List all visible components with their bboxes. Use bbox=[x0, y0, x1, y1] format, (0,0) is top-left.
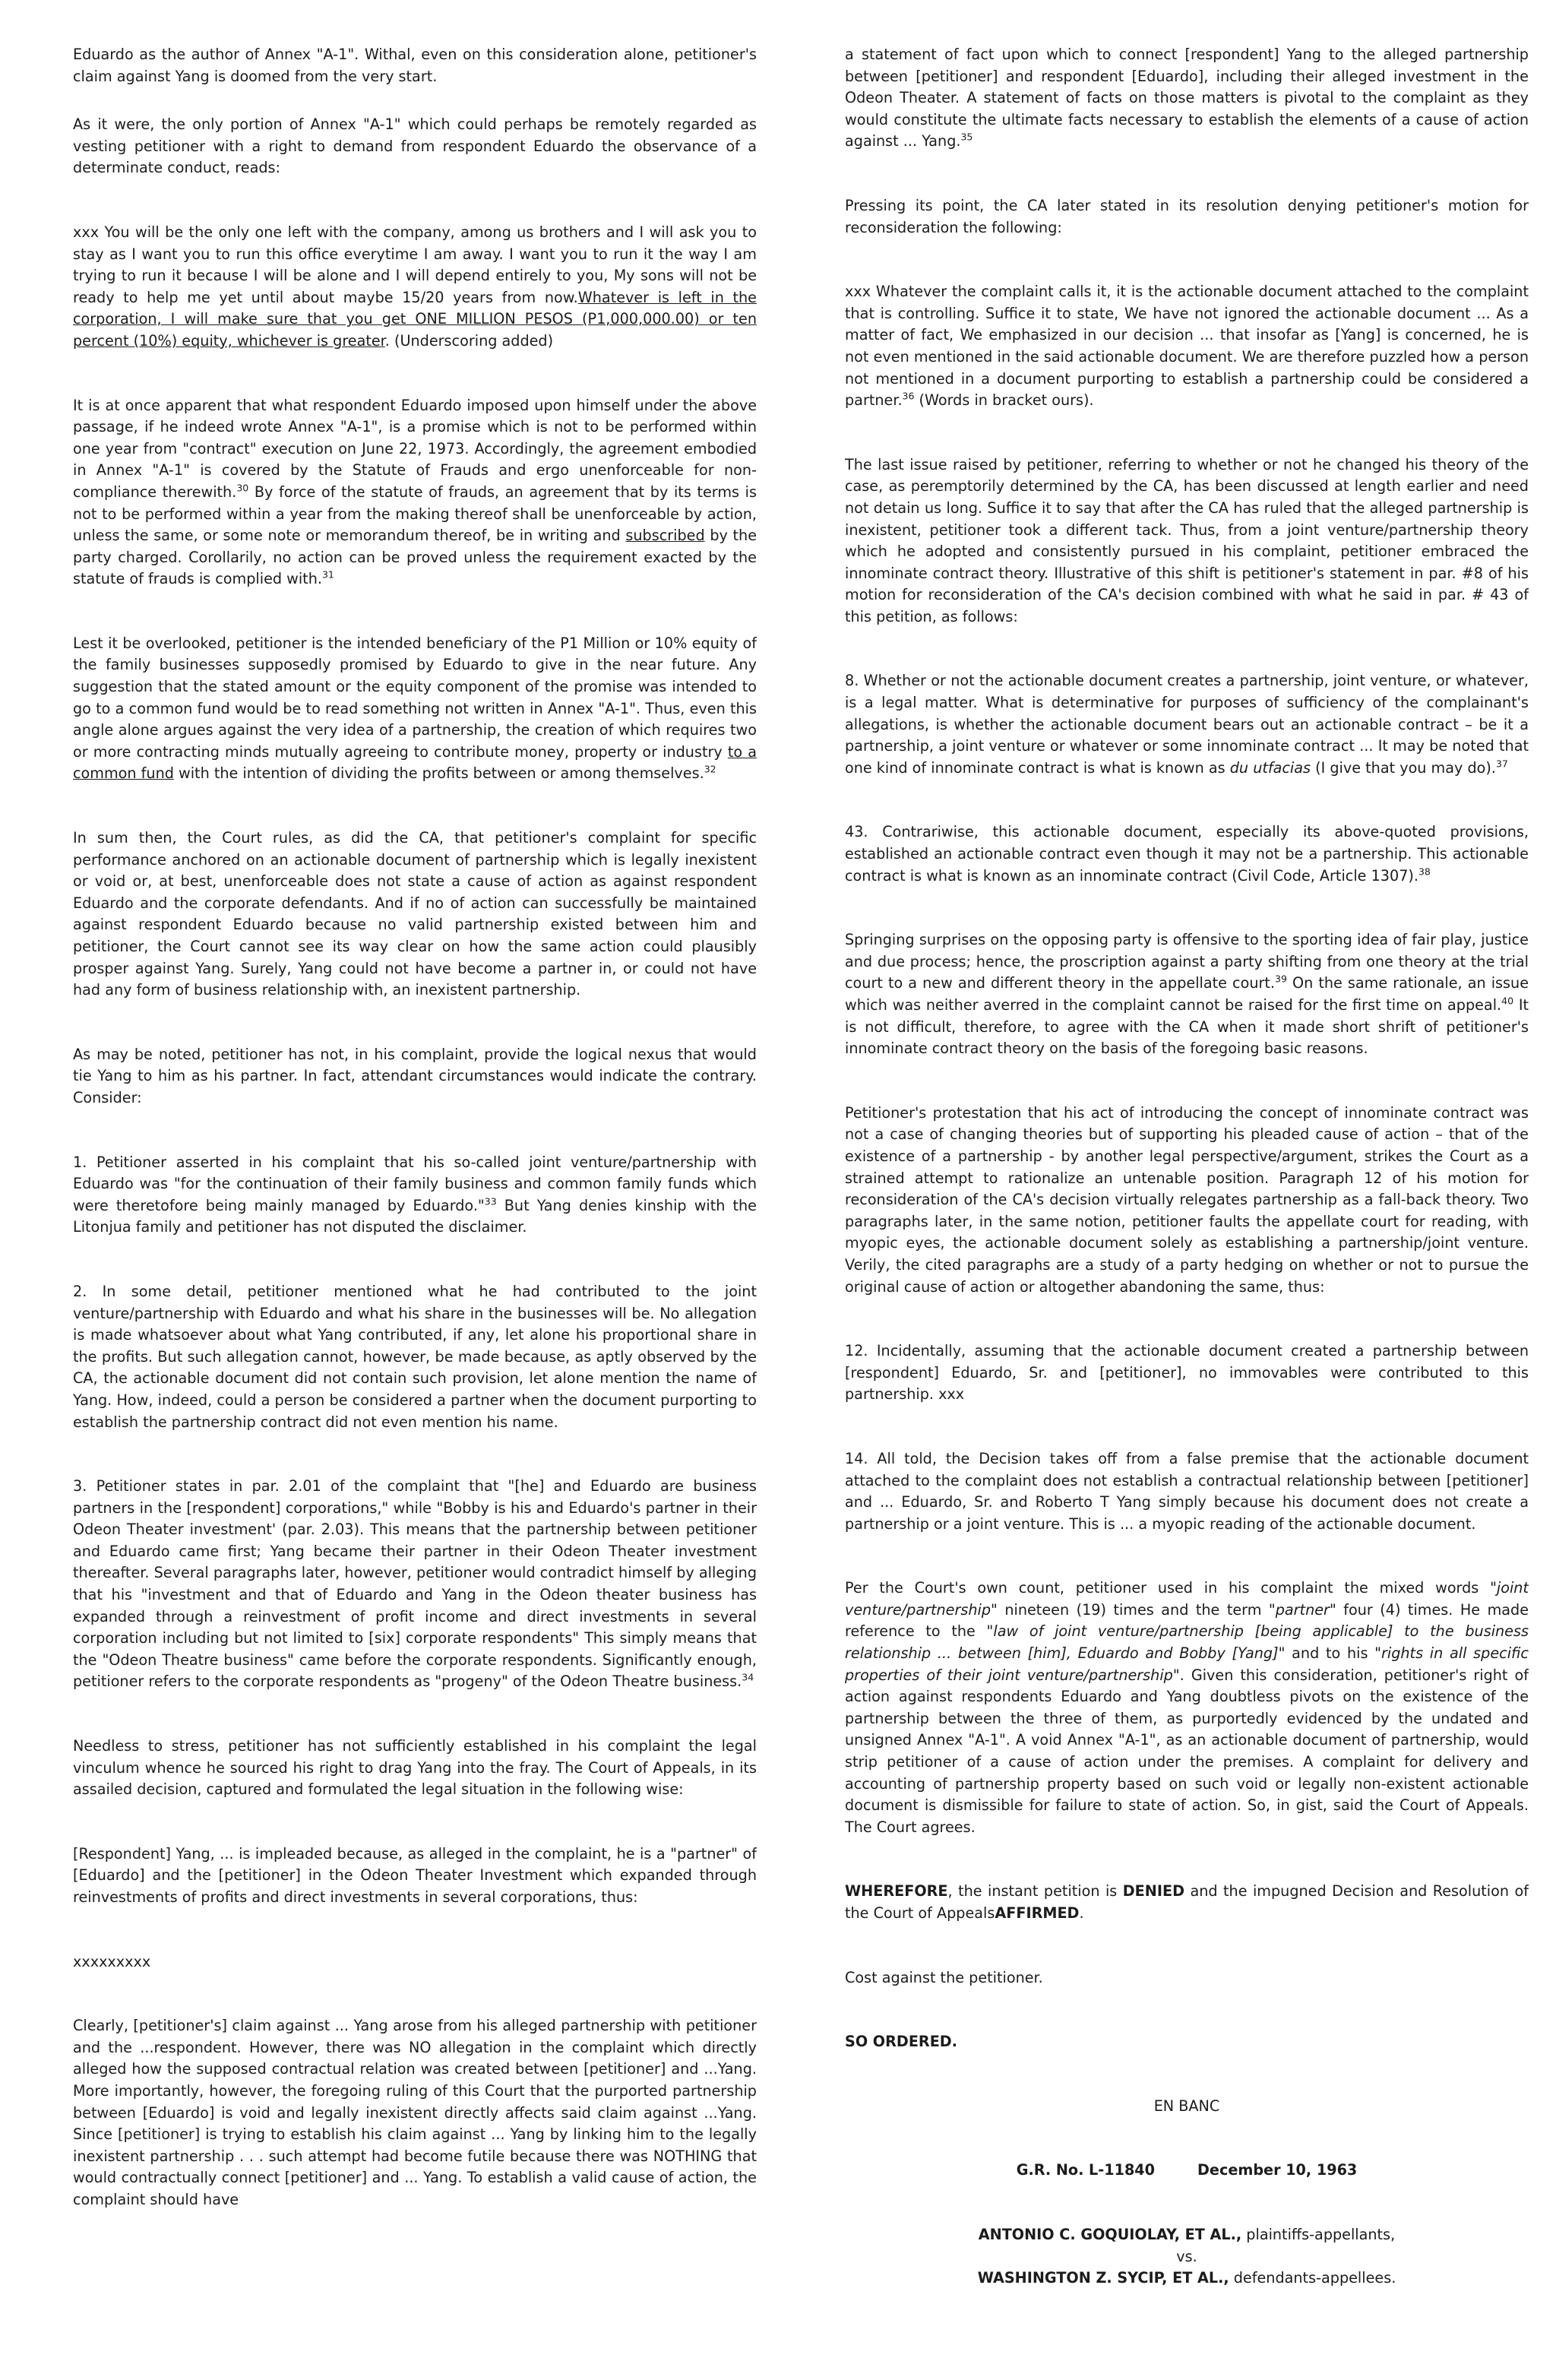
footnote-ref: 33 bbox=[484, 1195, 497, 1207]
footnote-ref: 39 bbox=[1275, 973, 1287, 986]
paragraph: 1. Petitioner asserted in his complaint that his so-called joint venture/partnership with Eduardo was "for the continuation of their family business and common family funds which were theretofore being mainly managed by Eduardo."$^{33}$ But Yang denies kinship with the Litonjua family and petitioner has not disputed the disclaimer. bbox=[73, 1153, 757, 1236]
quoted-paragraph: 14. All told, the Decision takes off from a false premise that the actionable document attached to the complaint does not establish a contractual relationship between [petitioner] and ... Eduardo, Sr. and Roberto T Yang simply because his document does not create a partnership or a joint venture. This is ... a myopic reading of the actionable document. bbox=[845, 1449, 1529, 1533]
paragraph: Pressing its point, the CA later stated in its resolution denying petitioner's motion for reconsideration the following: bbox=[845, 196, 1529, 236]
quoted-paragraph: 8. Whether or not the actionable document creates a partnership, joint venture, or whatever, is a legal matter. What is determinative for purposes of sufficiency of the complainant's allegations, is whether the actionable document bears out an actionable contract – be it a partnership, a joint venture or whatever or some innominate contract ... It may be noted that one kind of innominate contract is what is known as du utfacias (I give that you may do).$^{37}$ bbox=[845, 672, 1529, 777]
footnote-ref: 35 bbox=[960, 131, 973, 143]
paragraph: 2. In some detail, petitioner mentioned what he had contributed to the joint venture/partnership with Eduardo and what his share in the businesses will be. No allegation is made whatsoever about what Yang contributed, if any, let alone his proportional share in the profits. But such allegation cannot, however, be made because, as aptly observed by the CA, the actionable document did not contain such provision, let alone mention the name of Yang. How, indeed, could a person be considered a partner when the document purporting to establish the partnership contract did not even mention his name. bbox=[73, 1282, 757, 1431]
footnote-ref: 34 bbox=[742, 1672, 754, 1684]
paragraph: 3. Petitioner states in par. 2.01 of the complaint that "[he] and Eduardo are business partners in the [respondent] corporations," while "Bobby is his and Eduardo's partner in their Odeon Theater investment' (par. 2.03). This means that the partnership between petitioner and Eduardo came first; Yang became their partner in their Odeon Theater investment thereafter. Several paragraphs later, however, petitioner would contradict himself by alleging that his "investment and that of Eduardo and Yang in the Odeon theater business has expanded through a reinvestment of profit income and direct investments in several corporation including but not limited to [six] corporate respondents" This simply means that the "Odeon Theatre business" came before the corporate respondents. Significantly enough, petitioner refers to the corporate respondents as "progeny" of the Odeon Theatre business.$^{34}$ bbox=[73, 1477, 757, 1691]
en-banc-heading: EN BANC bbox=[1153, 2097, 1220, 2115]
paragraph: Per the Court's own count, petitioner used in his complaint the mixed words "joint venture/partnership" nineteen (19) times and the term "partner" four (4) times. He made reference to the "law of joint venture/partnership [being applicable] to the business relationship ... between [him], Eduardo and Bobby [Yang]" and to his "rights in all specific properties of their joint venture/partnership". Given this consideration, petitioner's right of action against respondents Eduardo and Yang doubtless pivots on the existence of the partnership between the three of them, as purportedly evidenced by the undated and unsigned Annex "A-1". A void Annex "A-1", as an actionable document of partnership, would strip petitioner of a cause of action under the premises. A complaint for delivery and accounting of partnership property based on such void or legally non-existent actionable document is dismissible for failure to state of action. So, in gist, said the Court of Appeals. The Court agrees. bbox=[845, 1579, 1529, 1836]
footnote-ref: 37 bbox=[1495, 758, 1508, 770]
paragraph: As may be noted, petitioner has not, in his complaint, provide the logical nexus that would tie Yang to him as his partner. In fact, attendant circumstances would indicate the contrary. Consider: bbox=[73, 1045, 757, 1106]
case-caption: ANTONIO C. GOQUIOLAY, ET AL., plaintiffs-appellants, vs. WASHINGTON Z. SYCIP, ET AL., defendants-appellees. bbox=[977, 2225, 1396, 2287]
paragraph: Clearly, [petitioner's] claim against ... Yang arose from his alleged partnership with petitioner and the ...respondent. However, there was NO allegation in the complaint which directly alleged how the supposed contractual relation was created between [petitioner] and ...Yang. More importantly, however, the foregoing ruling of this Court that the purported partnership between [Eduardo] is void and legally inexistent directly affects said claim against ...Yang. Since [petitioner] is trying to establish his claim against ... Yang by linking him to the legally inexistent partnership . . . such attempt had become futile because there was NOTHING that would contractually connect [petitioner] and ... Yang. To establish a valid cause of action, the complaint should have bbox=[73, 2017, 757, 2208]
paragraph: Lest it be overlooked, petitioner is the intended beneficiary of the P1 Million or 10% equity of the family businesses supposedly promised by Eduardo to give in the near future. Any suggestion that the stated amount or the equity component of the promise was intended to go to a common fund would be to read something not written in Annex "A-1". Thus, even this angle alone argues against the very idea of a partnership, the creation of which requires two or more contracting minds mutually agreeing to contribute money, property or industry to a common fund with the intention of dividing the profits between or among themselves.$^{32}$ bbox=[73, 634, 757, 783]
footnote-ref: 36 bbox=[902, 390, 915, 402]
footnote-ref: 32 bbox=[704, 764, 716, 776]
quoted-paragraph: 12. Incidentally, assuming that the actionable document created a partnership between [respondent] Eduardo, Sr. and [petitioner], no immovables were contributed to this partnership. xxx bbox=[845, 1342, 1529, 1404]
dispositive-paragraph: WHEREFORE, the instant petition is DENIED and the impugned Decision and Resolution of the Court of AppealsAFFIRMED. bbox=[845, 1882, 1529, 1922]
costs-line: Cost against the petitioner. bbox=[845, 1968, 1043, 1986]
footnote-ref: 40 bbox=[1501, 995, 1514, 1007]
paragraph: It is at once apparent that what respondent Eduardo imposed upon himself under the above passage, if he indeed wrote Annex "A-1", is a promise which is not to be performed within one year from "contract" execution on June 22, 1973. Accordingly, the agreement embodied in Annex "A-1" is covered by the Statute of Frauds and ergo unenforceable for non-compliance therewith.$^{30}$ By force of the statute of frauds, an agreement that by its terms is not to be performed within a year from the making thereof shall be unenforceable by action, unless the same, or some note or memorandum thereof, be in writing and subscribed by the party charged. Corollarily, no action can be proved unless the requirement exacted by the statute of frauds is complied with.$^{31}$ bbox=[73, 396, 757, 588]
footnote-ref: 30 bbox=[236, 482, 249, 494]
paragraph: Springing surprises on the opposing party is offensive to the sporting idea of fair play, justice and due process; hence, the proscription against a party shifting from one theory at the trial court to a new and different theory in the appellate court.$^{39}$ On the same rationale, an issue which was neither averred in the complaint cannot be raised for the first time on appeal.$^{40}$ It is not difficult, therefore, to agree with the CA when it made short shrift of petitioner's innominate contract theory on the basis of the foregoing basic reasons. bbox=[845, 931, 1529, 1058]
quoted-paragraph: [Respondent] Yang, ... is impleaded because, as alleged in the complaint, he is a "partner" of [Eduardo] and the [petitioner] in the Odeon Theater Investment which expanded through reinvestments of profits and direct investments in several corporations, thus: bbox=[73, 1844, 757, 1906]
right-column bbox=[845, 44, 1529, 2350]
quoted-letter: xxx You will be the only one left with the company, among us brothers and I will ask you to stay as I want you to run this office everytime I am away. I want you to run it the way I am trying to run it because I will be alone and I will depend entirely to you, My sons will not be ready to help me yet until about maybe 15/20 years from now.Whatever is left in the corporation, I will make sure that you get ONE MILLION PESOS (P1,000,000.00) or ten percent (10%) equity, whichever is greater. (Underscoring added) bbox=[73, 223, 757, 350]
paragraph: As it were, the only portion of Annex "A-1" which could perhaps be remotely regarded as vesting petitioner with a right to demand from respondent Eduardo the observance of a determinate conduct, reads: bbox=[73, 116, 757, 177]
quoted-paragraph: 43. Contrariwise, this actionable document, especially its above-quoted provisions, established an actionable contract even though it may not be a partnership. This actionable contract is what is known as an innominate contract (Civil Code, Article 1307).$^{38}$ bbox=[845, 823, 1529, 885]
paragraph: Petitioner's protestation that his act of introducing the concept of innominate contract was not a case of changing theories but of supporting his pleaded cause of action – that of the existence of a partnership - by another legal perspective/argument, strikes the Court as a strained attempt to rationalize an untenable position. Paragraph 12 of his motion for reconsideration of the CA's decision virtually relegates partnership as a fall-back theory. Two paragraphs later, in the same notion, petitioner faults the appellate court for reading, with myopic eyes, the actionable document solely as establishing a partnership/joint venture. Verily, the cited paragraphs are a study of a party hedging on whether or not to pursue the original cause of action or altogether abandoning the same, thus: bbox=[845, 1103, 1529, 1296]
left-column bbox=[73, 44, 757, 2350]
paragraph: Needless to stress, petitioner has not sufficiently established in his complaint the legal vinculum whence he sourced his right to drag Yang into the fray. The Court of Appeals, in its assailed decision, captured and formulated the legal situation in the following wise: bbox=[73, 1737, 757, 1799]
so-ordered: SO ORDERED. bbox=[845, 2033, 958, 2051]
paragraph: The last issue raised by petitioner, referring to whether or not he changed his theory of the case, as peremptorily determined by the CA, has been discussed at length earlier and need not detain us long. Suffice it to say that after the CA has ruled that the alleged partnership is inexistent, petitioner took a different tack. Thus, from a joint venture/partnership theory which he adopted and consistently pursued in his complaint, petitioner embraced the innominate contract theory. Illustrative of this shift is petitioner's statement in par. #8 of his motion for reconsideration of the CA's decision combined with what he said in par. # 43 of this petition, as follows: bbox=[845, 455, 1529, 625]
quoted-paragraph: xxx Whatever the complaint calls it, it is the actionable document attached to the complaint that is controlling. Suffice it to state, We have not ignored the actionable document ... As a matter of fact, We emphasized in our decision ... that insofar as [Yang] is concerned, he is not even mentioned in the said actionable document. We are therefore puzzled how a person not mentioned in a document purporting to establish a partnership could be considered a partner.$^{36}$ (Words in bracket ours). bbox=[845, 283, 1529, 410]
case-number-line: G.R. No. L-11840 December 10, 1963 bbox=[1016, 2161, 1358, 2179]
paragraph: Eduardo as the author of Annex "A-1". Withal, even on this consideration alone, petitioner's claim against Yang is doomed from the very start. bbox=[73, 46, 757, 85]
paragraph: a statement of fact upon which to connect [respondent] Yang to the alleged partnership between [petitioner] and respondent [Eduardo], including their alleged investment in the Odeon Theater. A statement of facts on those matters is pivotal to the complaint as they would constitute the ultimate facts necessary to establish the elements of a cause of action against ... Yang.$^{35}$ bbox=[845, 46, 1529, 150]
footnote-ref: 31 bbox=[321, 568, 334, 581]
ellipsis-marker: xxxxxxxxx bbox=[73, 1952, 151, 1970]
footnote-ref: 38 bbox=[1418, 866, 1431, 878]
paragraph: In sum then, the Court rules, as did the CA, that petitioner's complaint for specific performance anchored on an actionable document of partnership which is legally inexistent or void or, at best, unenforceable does not state a cause of action as against respondent Eduardo and the corporate defendants. And if no of action can successfully be maintained against respondent Eduardo because no valid partnership existed between him and petitioner, the Court cannot see its way clear on how the same action could plausibly prosper against Yang. Surely, Yang could not have become a partner in, or could not have had any form of business relationship with, an inexistent partnership. bbox=[73, 829, 757, 999]
